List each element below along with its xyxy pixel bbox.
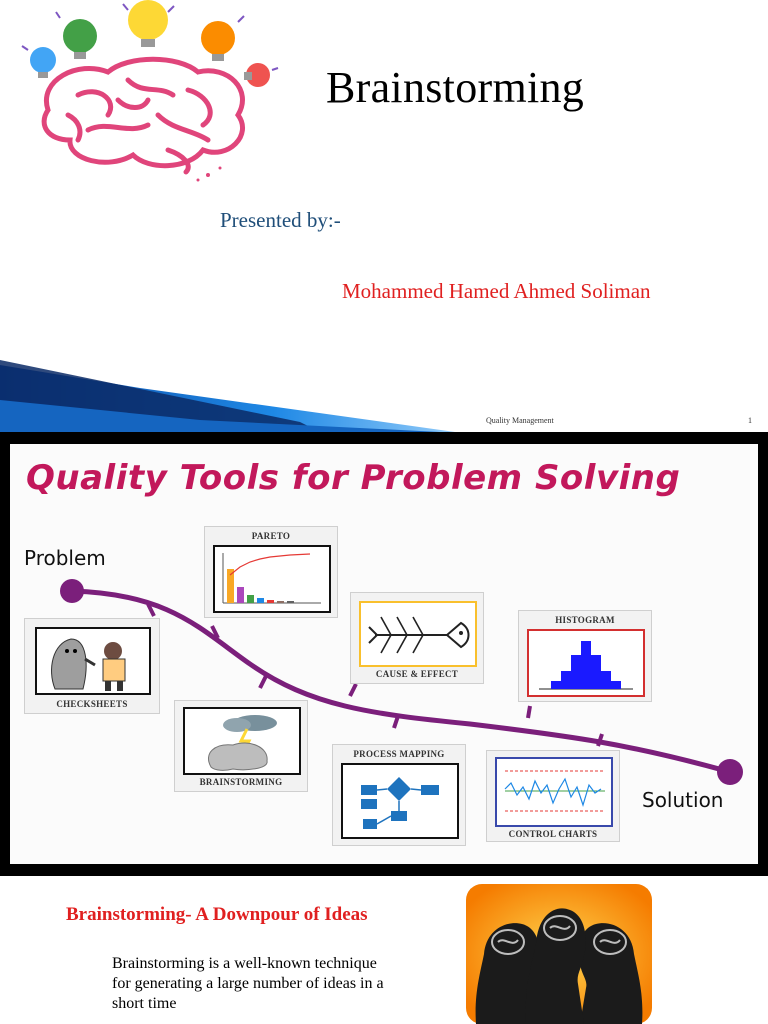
- tool-caption: CAUSE & EFFECT: [375, 669, 459, 679]
- fishbone-diagram-icon: [361, 603, 475, 665]
- author-name: Mohammed Hamed Ahmed Soliman: [342, 279, 651, 303]
- tool-caption: HISTOGRAM: [555, 615, 615, 625]
- problem-label: Problem: [24, 546, 106, 570]
- end-dot: [717, 759, 743, 785]
- title-slide: [0, 0, 768, 432]
- flowchart-icon: [343, 765, 457, 837]
- cause-effect-tool-card: [350, 592, 484, 684]
- tool-caption: BRAINSTORMING: [199, 777, 283, 787]
- lightbulb-icon: [201, 21, 235, 61]
- control-charts-tool-card: [486, 750, 620, 842]
- lightbulb-icon: [30, 47, 56, 78]
- checksheets-tool-card: [24, 618, 160, 714]
- histogram-chart-icon: [529, 631, 643, 695]
- brain-storm-icon: [185, 709, 299, 773]
- tool-caption: PARETO: [251, 531, 291, 541]
- lightbulb-icon: [244, 63, 270, 87]
- lightbulb-icon: [63, 19, 97, 59]
- brain-lightbulbs-illustration: [8, 0, 288, 185]
- histogram-tool-card: [518, 610, 652, 702]
- process-mapping-tool-card: [332, 744, 466, 846]
- page-number: 1: [748, 416, 752, 425]
- pareto-tool-card: [204, 526, 338, 618]
- blue-ribbon-decoration: [0, 360, 460, 432]
- quality-tools-slide: [10, 444, 758, 864]
- footer-text: Quality Management: [486, 416, 554, 425]
- tool-caption: PROCESS MAPPING: [353, 749, 445, 759]
- presented-by-label: Presented by:-: [220, 208, 341, 232]
- tool-caption: CHECKSHEETS: [56, 699, 128, 709]
- slide-body-text: Brainstorming is a well-known technique for generating a large number of ideas in a short time: [112, 955, 384, 1012]
- start-dot: [60, 579, 84, 603]
- downpour-of-ideas-slide: [0, 876, 768, 1024]
- lightbulb-icon: [128, 0, 168, 47]
- control-chart-icon: [497, 759, 611, 825]
- solution-label: Solution: [642, 788, 724, 812]
- tool-caption: CONTROL CHARTS: [508, 829, 598, 839]
- quality-tools-title: Quality Tools for Problem Solving: [26, 458, 681, 498]
- brainstorming-tool-card: [174, 700, 308, 792]
- checksheets-cartoon-icon: [37, 629, 149, 693]
- pareto-chart-icon: [215, 547, 329, 611]
- heads-with-brains-illustration: [466, 884, 652, 1024]
- slide-heading: Brainstorming- A Downpour of Ideas: [66, 904, 368, 925]
- slide-title: Brainstorming: [326, 63, 585, 112]
